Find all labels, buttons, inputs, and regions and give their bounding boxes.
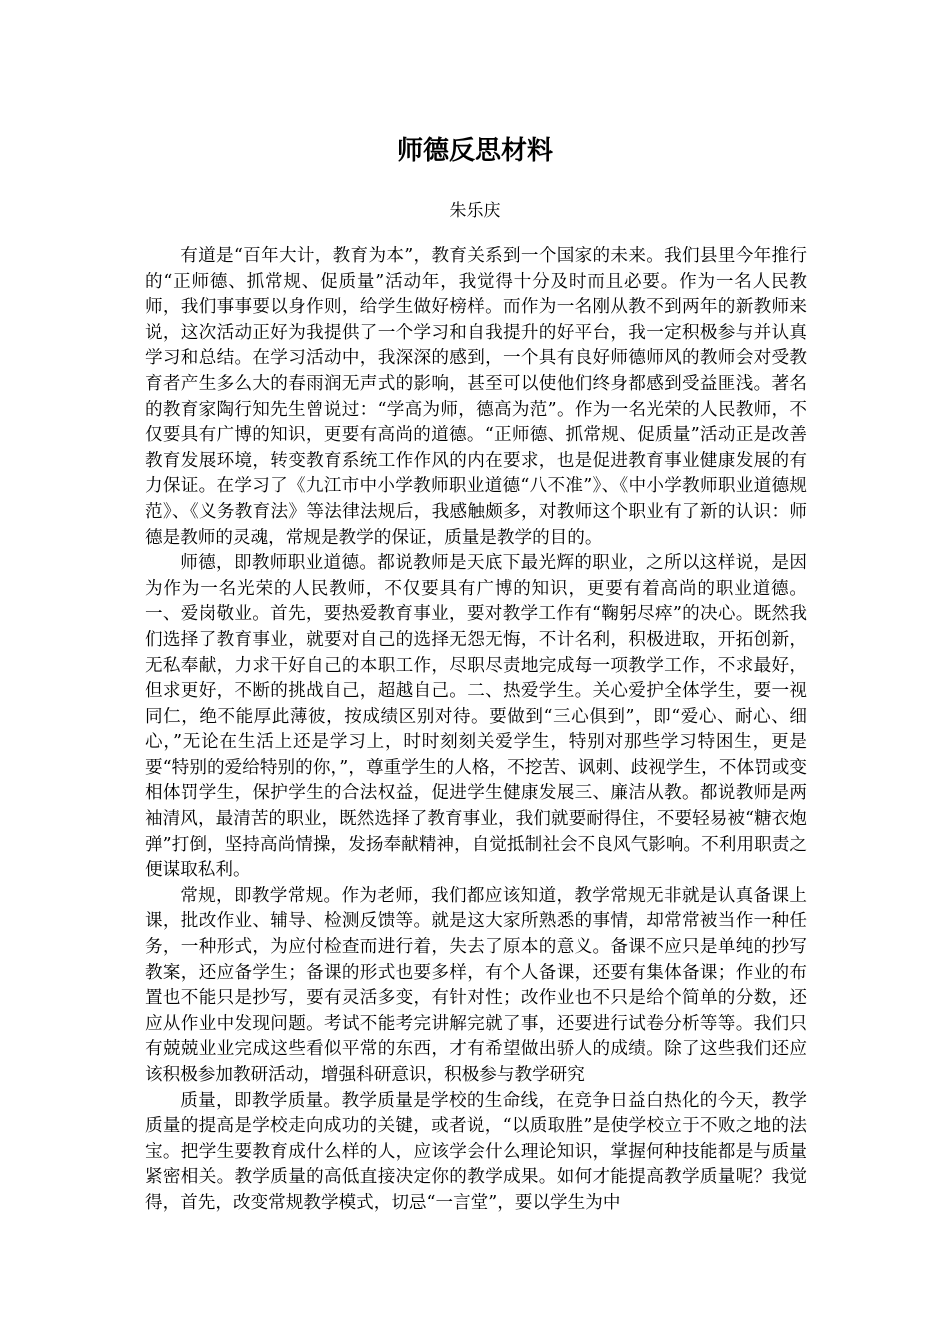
body-paragraph: 质量，即教学质量。教学质量是学校的生命线，在竞争日益白热化的今天，教学质量的提高是学校走向成功的关键，或者说，“以质取胜”是使学校立于不败之地的法宝。把学生要教育成什么样的人，应该学会什么理论知识，掌握何种技能都是与质量紧密相关。教学质量的高低直接决定你的教学成果。如何才能提高教学质量呢？我觉得，首先，改变常规教学模式，切忌“一言堂”，要以学生为中	[145, 1090, 807, 1213]
body-paragraph: 师德，即教师职业道德。都说教师是天底下最光辉的职业，之所以这样说，是因为作为一名光荣的人民教师，不仅要具有广博的知识，更要有着高尚的职业道德。一、爱岗敬业。首先，要热爱教育事业，要对教学工作有“鞠躬尽瘁”的决心。既然我们选择了教育事业，就要对自己的选择无怨无悔，不计名利，积极进取，开拓创新，无私奉献，力求干好自己的本职工作，尽职尽责地完成每一项教学工作，不求最好，但求更好，不断的挑战自己，超越自己。二、热爱学生。关心爱护全体学生，要一视同仁，绝不能厚此薄彼，按成绩区别对待。要做到“三心俱到”，即“爱心、耐心、细心，”无论在生活上还是学习上，时时刻刻关爱学生，特别对那些学习特困生，更是要“特别的爱给特别的你，”，尊重学生的人格，不挖苦、讽刺、歧视学生，不体罚或变相体罚学生，保护学生的合法权益，促进学生健康发展三、廉洁从教。都说教师是两袖清风，最清苦的职业，既然选择了教育事业，我们就要耐得住，不要轻易被“糖衣炮弹”打倒，坚持高尚情操，发扬奉献精神，自觉抵制社会不良风气影响。不利用职责之便谋取私利。	[145, 553, 807, 881]
body-paragraph: 有道是“百年大计，教育为本”，教育关系到一个国家的未来。我们县里今年推行的“正师德、抓常规、促质量”活动年，我觉得十分及时而且必要。作为一名人民教师，我们事事要以身作则，给学生做好榜样。而作为一名刚从教不到两年的新教师来说，这次活动正好为我提供了一个学习和自我提升的好平台，我一定积极参与并认真学习和总结。在学习活动中，我深深的感到，一个具有良好师德师风的教师会对受教育者产生多么大的春雨润无声式的影响，甚至可以使他们终身都感到受益匪浅。著名的教育家陶行知先生曾说过：“学高为师，德高为范”。作为一名光荣的人民教师，不仅要具有广博的知识，更要有高尚的道德。“正师德、抓常规、促质量”活动正是改善教育发展环境，转变教育系统工作作风的内在要求，也是促进教育事业健康发展的有力保证。在学习了《九江市中小学教师职业道德“八不准”》、《中小学教师职业道德规范》、《义务教育法》等法律法规后，我感触颇多，对教师这个职业有了新的认识：师德是教师的灵魂，常规是教学的保证，质量是教学的目的。	[145, 246, 807, 548]
document-body	[145, 244, 807, 1217]
document-title: 师德反思材料	[396, 136, 553, 166]
document-author: 朱乐庆	[449, 201, 501, 221]
body-paragraph: 常规，即教学常规。作为老师，我们都应该知道，教学常规无非就是认真备课上课，批改作业、辅导、检测反馈等。就是这大家所熟悉的事情，却常常被当作一种任务，一种形式，为应付检查而进行着，失去了原本的意义。备课不应只是单纯的抄写教案，还应备学生；备课的形式也要多样，有个人备课，还要有集体备课；作业的布置也不能只是抄写，要有灵活多变，有针对性；改作业也不只是给个简单的分数，还应从作业中发现问题。考试不能考完讲解完就了事，还要进行试卷分析等等。我们只有兢兢业业完成这些看似平常的东西，才有希望做出骄人的成绩。除了这些我们还应该积极参加教研活动，增强科研意识，积极参与教学研究	[145, 885, 807, 1085]
